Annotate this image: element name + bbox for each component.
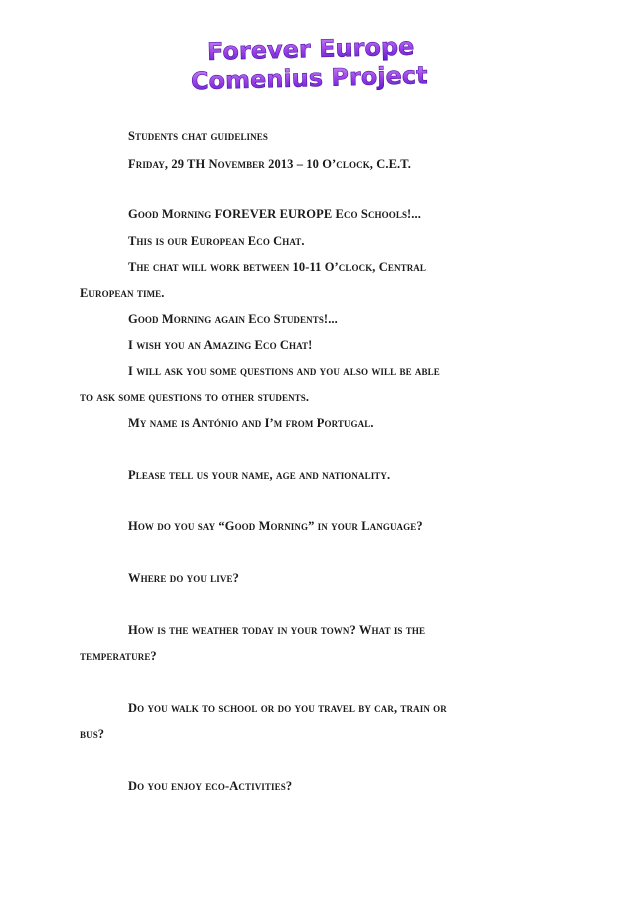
wordart-title [150, 30, 490, 100]
paragraph-greeting: Good Morning FOREVER EUROPE Eco Schools!... [128, 207, 421, 221]
question-where-live: Where do you live? [128, 571, 239, 585]
wordart-line-1: Forever Europe [206, 32, 415, 66]
paragraph-eco-chat: This is our European Eco Chat. [128, 234, 305, 248]
doc-heading: Students chat guidelines [128, 129, 268, 143]
paragraph-name: My name is António and I’m from Portugal. [128, 416, 374, 430]
question-name-age: Please tell us your name, age and nationality. [128, 468, 391, 482]
paragraph-questions: I will ask you some questions and you also will be able [128, 364, 440, 378]
question-eco-activities: Do you enjoy eco-Activities? [128, 779, 293, 793]
paragraph-chat-time: The chat will work between 10-11 O’clock, Central [128, 260, 426, 274]
paragraph-greeting-again: Good Morning again Eco Students!... [128, 312, 338, 326]
paragraph-wish: I wish you an Amazing Eco Chat! [128, 338, 313, 352]
question-weather-cont: temperature? [80, 649, 157, 663]
question-weather: How is the weather today in your town? What is the [128, 623, 426, 637]
question-travel-cont: bus? [80, 727, 105, 741]
paragraph-questions-cont: to ask some questions to other students. [80, 390, 310, 404]
wordart-line-2: Comenius Project [190, 61, 428, 96]
question-travel: Do you walk to school or do you travel by car, train or [128, 701, 447, 715]
date-line: Friday, 29 TH November 2013 – 10 O’clock, C.E.T. [128, 157, 412, 171]
question-good-morning: How do you say “Good Morning” in your Language? [128, 519, 423, 533]
paragraph-chat-time-cont: European time. [80, 286, 165, 300]
